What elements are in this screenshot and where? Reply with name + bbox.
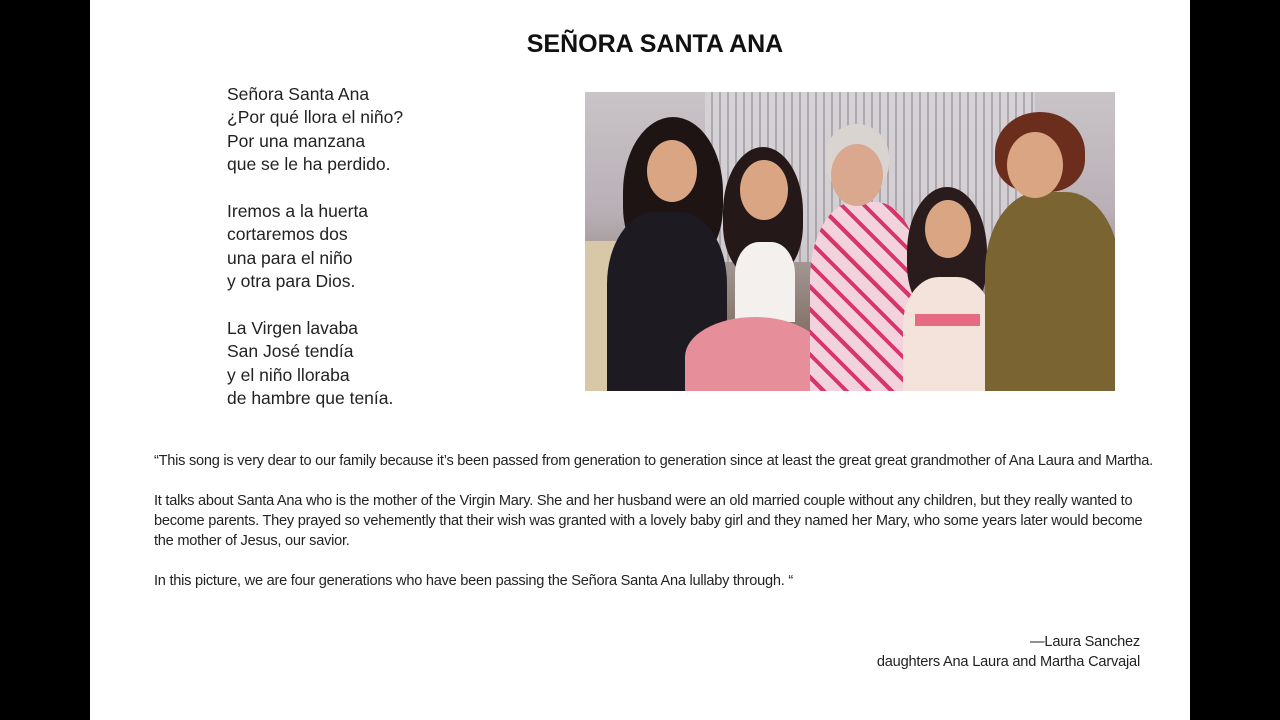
family-quote	[154, 451, 1154, 611]
poem-line: Señora Santa Ana	[227, 84, 370, 104]
poem-stanza	[227, 200, 403, 294]
signature	[877, 632, 1140, 672]
signature-author: —Laura Sanchez	[1030, 634, 1140, 650]
poem	[227, 83, 403, 434]
signature-subtitle: daughters Ana Laura and Martha Carvajal	[876, 654, 1140, 670]
poem-line: que se le ha perdido.	[227, 154, 391, 175]
family-photo	[585, 92, 1115, 391]
quote-paragraph: “This song is very dear to our family because it’s been passed from generation to generation since at least the great great grandmother of Ana Laura and Martha.	[154, 453, 1153, 469]
poem-line: ¿Por qué llora el niño?	[227, 107, 404, 128]
page-title: SEÑORA SANTA ANA	[526, 30, 784, 58]
poem-line: San José tendía	[227, 341, 354, 362]
poem-line: y el niño lloraba	[227, 364, 350, 385]
poem-line: y otra para Dios.	[227, 271, 356, 292]
poem-line: de hambre que tenía.	[227, 388, 394, 409]
poem-stanza	[227, 317, 403, 411]
poem-line: La Virgen lavaba	[227, 318, 359, 339]
document-page	[90, 0, 1190, 720]
poem-stanza	[227, 83, 403, 177]
poem-line: una para el niño	[227, 247, 353, 268]
quote-paragraph: It talks about Santa Ana who is the mother of the Virgin Mary. She and her husband were an old married couple without any children, but they really wanted to become parents. They prayed so vehemently that their wish was granted with a lovely baby girl and they named her Mary, who some years later would become the mother of Jesus, our savior.	[154, 493, 1143, 549]
poem-line: Iremos a la huerta	[227, 201, 369, 222]
quote-paragraph: In this picture, we are four generations who have been passing the Señora Santa Ana lullaby through. “	[154, 573, 793, 589]
poem-line: Por una manzana	[227, 130, 366, 151]
poem-line: cortaremos dos	[227, 224, 348, 245]
